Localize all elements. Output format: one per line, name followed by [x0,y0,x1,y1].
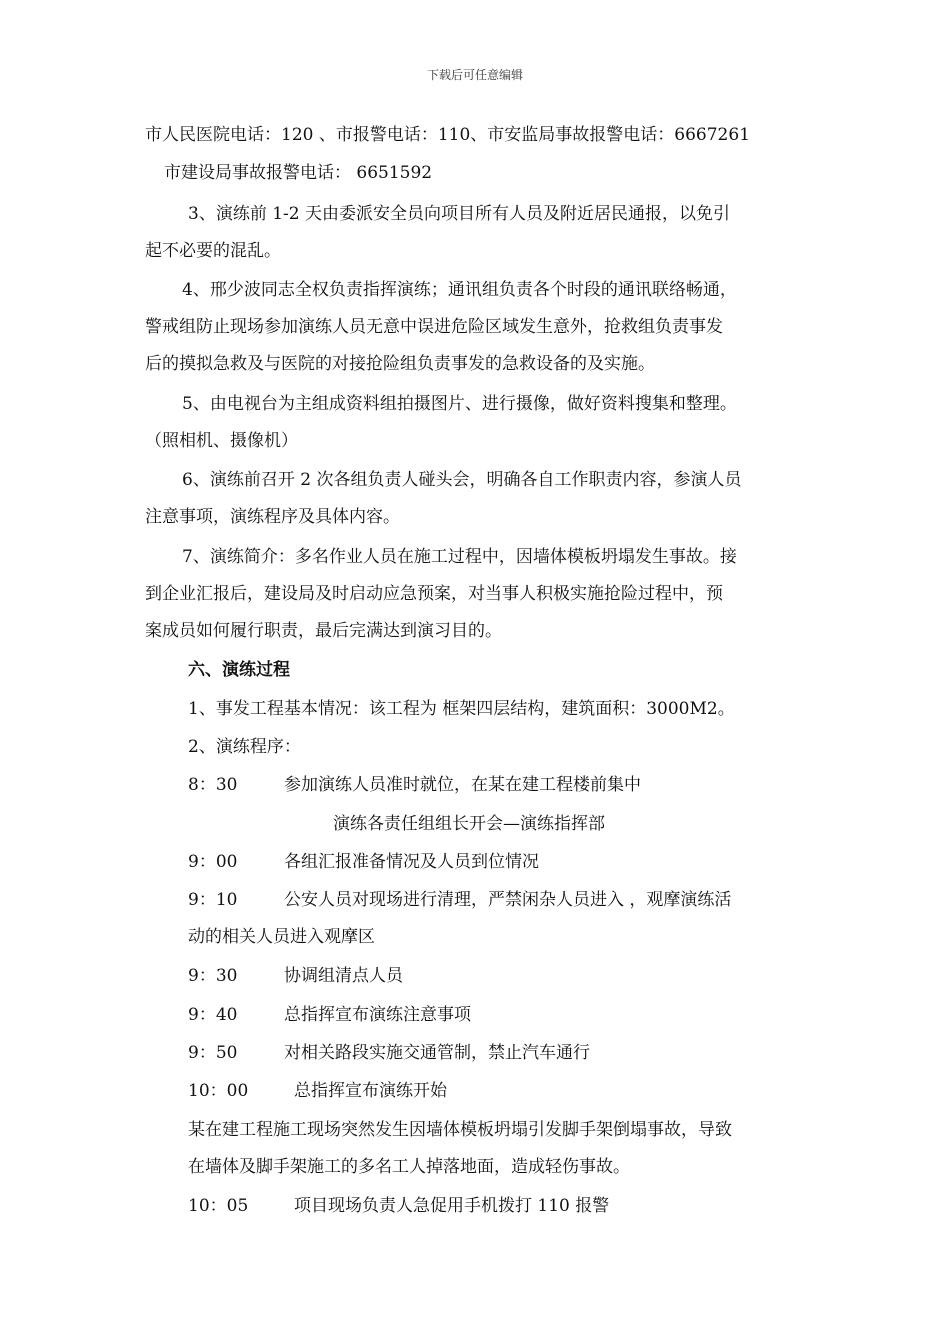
schedule-time: 9：30 [188,966,238,986]
item-4-line-3: 后的摸拟急救及与医院的对接抢险组负责事发的急救设备的及实施。 [145,354,655,374]
schedule-row [188,774,641,796]
schedule-text: 总指挥宣布演练注意事项 [284,1005,471,1025]
schedule-time: 9：00 [188,852,238,872]
item-5-line-2: （照相机、摄像机） [145,431,298,451]
item-4-line-1: 4、邢少波同志全权负责指挥演练；通讯组负责各个时段的通讯联络畅通， [182,280,737,300]
item-7-line-2: 到企业汇报后，建设局及时启动应急预案，对当事人积极实施抢险过程中，预 [145,584,723,604]
schedule-text: 各组汇报准备情况及人员到位情况 [284,852,539,872]
schedule-row-continuation: 动的相关人员进入观摩区 [188,927,375,947]
schedule-text: 协调组清点人员 [284,966,403,986]
schedule-row-continuation: 演练各责任组组长开会—演练指挥部 [333,814,605,834]
schedule-time: 9：50 [188,1043,238,1063]
schedule-text: 总指挥宣布演练开始 [294,1081,447,1101]
schedule-time: 9：40 [188,1005,238,1025]
schedule-row [188,1004,471,1026]
schedule-row [188,889,731,911]
item-6-line-2: 注意事项，演练程序及具体内容。 [145,507,400,527]
contacts-line-2: 市建设局事故报警电话： 6651592 [164,163,433,183]
schedule-text: 对相关路段实施交通管制，禁止汽车通行 [284,1043,590,1063]
schedule-row [188,851,539,873]
incident-line-1: 某在建工程施工现场突然发生因墙体模板坍塌引发脚手架倒塌事故，导致 [188,1120,732,1140]
schedule-row [188,1195,609,1217]
incident-line-2: 在墙体及脚手架施工的多名工人掉落地面，造成轻伤事故。 [188,1157,630,1177]
item-6-line-1: 6、演练前召开 2 次各组负责人碰头会，明确各自工作职责内容，参演人员 [182,470,742,490]
schedule-text: 项目现场负责人急促用手机拨打 110 报警 [294,1196,610,1216]
section-6-heading: 六、演练过程 [188,660,290,680]
page-header-note: 下载后可任意编辑 [426,68,523,82]
contacts-line-1: 市人民医院电话：120 、市报警电话：110、市安监局事故报警电话：6667261 [145,125,751,145]
item-5-line-1: 5、由电视台为主组成资料组拍摄图片、进行摄像，做好资料搜集和整理。 [182,394,737,414]
basic-info-line: 1、事发工程基本情况：该工程为 框架四层结构，建筑面积：3000M2。 [188,699,735,719]
schedule-text: 参加演练人员准时就位，在某在建工程楼前集中 [284,775,641,795]
schedule-row [188,1080,447,1102]
item-7-line-3: 案成员如何履行职责，最后完满达到演习目的。 [145,621,502,641]
item-7-line-1: 7、演练简介：多名作业人员在施工过程中，因墙体模板坍塌发生事故。接 [182,547,737,567]
item-3-line-2: 起不必要的混乱。 [145,241,281,261]
schedule-time: 10：05 [188,1196,249,1216]
schedule-text: 公安人员对现场进行清理，严禁闲杂人员进入 ，观摩演练活 [284,890,732,910]
schedule-row [188,965,403,987]
schedule-time: 10：00 [188,1081,249,1101]
schedule-time: 9：10 [188,890,238,910]
schedule-row [188,1042,590,1064]
schedule-time: 8：30 [188,775,238,795]
item-4-line-2: 警戒组防止现场参加演练人员无意中误进危险区域发生意外，抢救组负责事发 [145,317,723,337]
procedure-label: 2、演练程序： [188,737,301,757]
item-3-line-1: 3、演练前 1-2 天由委派安全员向项目所有人员及附近居民通报，以免引 [188,204,730,224]
